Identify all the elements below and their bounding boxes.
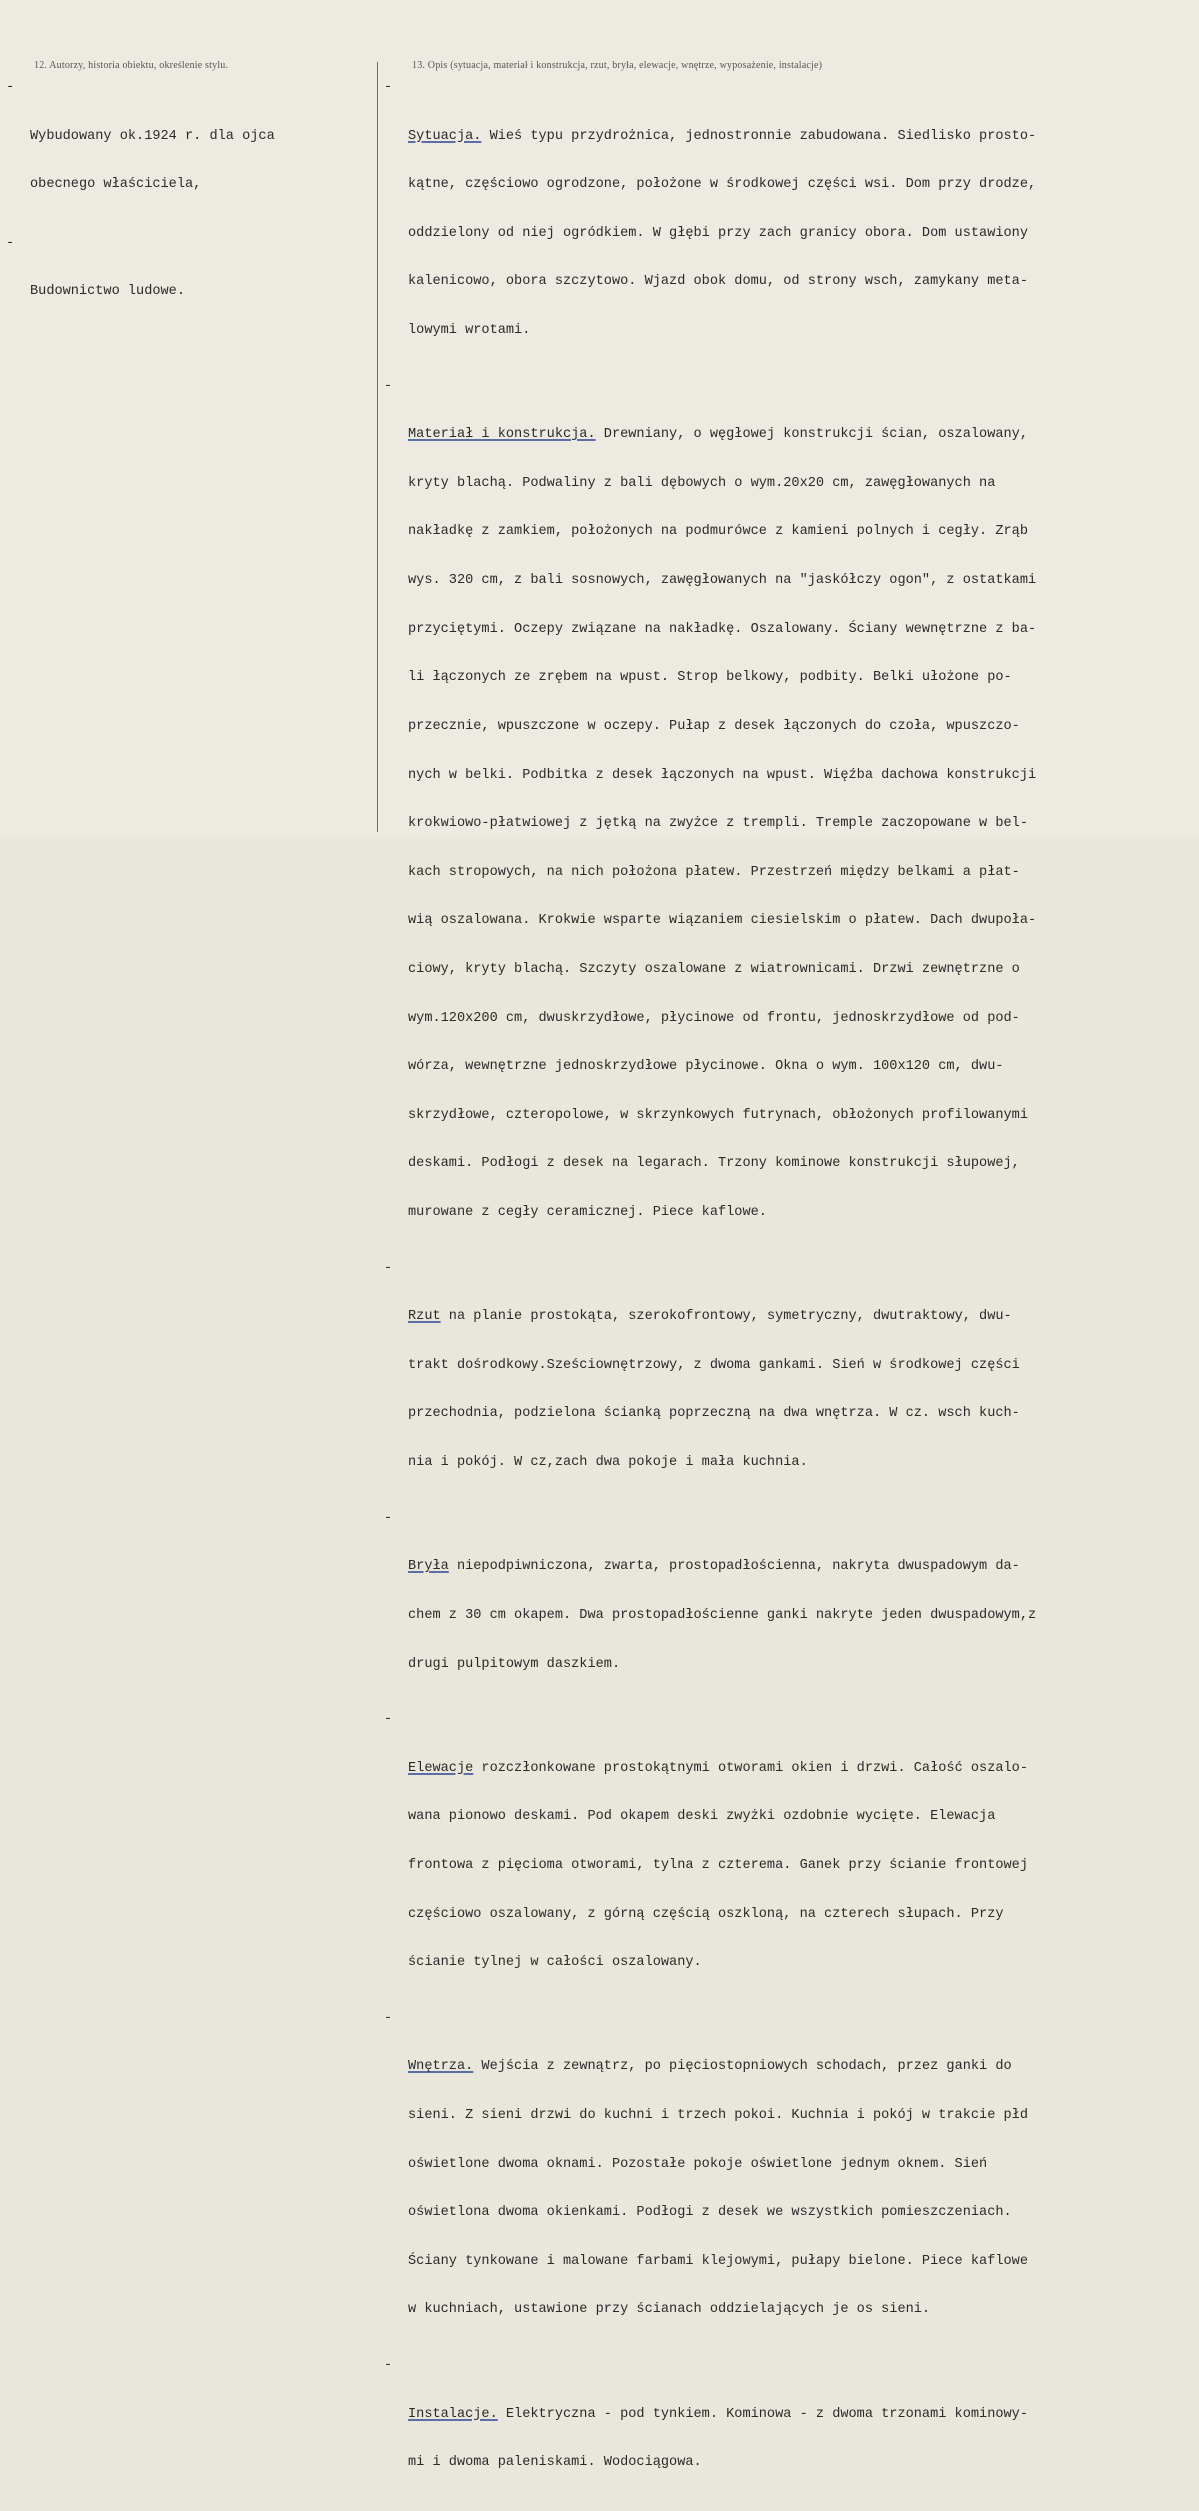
text-line: wią oszalowana. Krokwie wsparte wiązaniem ciesielskim o płatew. Dach dwupoła- [408, 913, 1037, 929]
text-line: nych w belki. Podbitka z desek łączonych na wpust. Więźba dachowa konstrukcji [408, 767, 1037, 783]
text-line: wana pionowo deskami. Pod okapem deski zwyżki ozdobnie wycięte. Elewacja [408, 1809, 996, 1825]
text-line: kątne, częściowo ogrodzone, położone w środkowej części wsi. Dom przy drodze, [408, 177, 1037, 193]
section-heading: Bryła [408, 1559, 449, 1575]
text-line: Ściany tynkowane i malowane farbami klejowymi, pułapy bielone. Piece kaflowe [408, 2253, 1028, 2269]
bullet-dash: - [384, 80, 393, 95]
description-column [384, 80, 1194, 2511]
text-line: chem z 30 cm okapem. Dwa prostopadłościenne ganki nakryte jeden dwuspadowym,z [408, 1607, 1037, 1623]
bullet-dash: - [384, 378, 393, 394]
left-column-header: 12. Autorzy, historia obiektu, określenie stylu. [34, 60, 229, 71]
list-item [6, 80, 366, 226]
section-heading: Elewacje [408, 1760, 474, 1776]
text-line: na planie prostokąta, szerokofrontowy, symetryczny, dwutraktowy, dwu- [440, 1309, 1012, 1325]
text-line: przecznie, wpuszczone w oczepy. Pułap z desek łączonych do czoła, wpuszczo- [408, 718, 1020, 734]
text-line: wys. 320 cm, z bali sosnowych, zawęgłowanych na "jaskółczy ogon", z ostatkami [408, 573, 1037, 589]
authors-history-column [6, 80, 366, 343]
text-line: trakt dośrodkowy.Sześciownętrzowy, z dwoma gankami. Sień w środkowej części [408, 1357, 1020, 1373]
text-line: niepodpiwniczona, zwarta, prostopadłościenna, nakryta dwuspadowym da- [448, 1559, 1020, 1575]
text-line: Wybudowany ok.1924 r. dla ojca [30, 128, 275, 144]
text-line: nia i pokój. W cz,zach dwa pokoje i mała kuchnia. [408, 1455, 808, 1471]
text-line: oddzielony od niej ogródkiem. W głębi przy zach granicy obora. Dom ustawiony [408, 225, 1028, 241]
text-line: przechodnia, podzielona ścianką poprzeczną na dwa wnętrza. W cz. wsch kuch- [408, 1406, 1020, 1422]
text-line: wym.120x200 cm, dwuskrzydłowe, płycinowe od frontu, jednoskrzydłowe od pod- [408, 1010, 1020, 1026]
list-item [6, 236, 366, 333]
text-line: Wejścia z zewnątrz, po pięciostopniowych schodach, przez ganki do [473, 2059, 1012, 2075]
bullet-dash: - [384, 1260, 393, 1276]
section-heading: Wnętrza. [408, 2059, 474, 2075]
text-line: drugi pulpitowym daszkiem. [408, 1656, 621, 1672]
text-line: frontowa z pięcioma otworami, tylna z czterema. Ganek przy ścianie frontowej [408, 1857, 1028, 1873]
text-line: lowymi wrotami. [408, 323, 531, 339]
text-line: kryty blachą. Podwaliny z bali dębowych o wym.20x20 cm, zawęgłowanych na [408, 475, 996, 491]
right-column-header: 13. Opis (sytuacja, materiał i konstrukcja, rzut, bryła, elewacje, wnętrze, wyposażenie, instalacje) [412, 60, 823, 71]
text-line: ciowy, kryty blachą. Szczyty oszalowane z wiatrownicami. Drzwi zewnętrzne o [408, 961, 1020, 977]
section-heading: Rzut [408, 1309, 441, 1325]
text-line: oświetlone dwoma oknami. Pozostałe pokoje oświetlone jednym oknem. Sień [408, 2156, 988, 2172]
text-line: skrzydłowe, czteropolowe, w skrzynkowych futrynach, obłożonych profilowanymi [408, 1107, 1028, 1123]
section-material-construction [384, 379, 1194, 1254]
section-heading: Materiał i konstrukcja. [408, 427, 596, 443]
bullet-dash: - [384, 2358, 393, 2374]
bullet-dash: - [6, 80, 15, 95]
bullet-dash: - [384, 1510, 393, 1526]
text-line: sieni. Z sieni drzwi do kuchni i trzech pokoi. Kuchnia i pokój w trakcie płd [408, 2107, 1028, 2123]
text-line: ścianie tylnej w całości oszalowany. [408, 1955, 702, 1971]
text-line: przyciętymi. Oczepy związane na nakładkę. Oszalowany. Ściany wewnętrzne z ba- [408, 621, 1037, 637]
text-line: krokwiowo-płatwiowej z jętką na zwyżce z trempli. Tremple zaczopowane w bel- [408, 816, 1028, 832]
section-elevations [384, 1712, 1194, 2004]
section-massing [384, 1511, 1194, 1705]
text-line: kalenicowo, obora szczytowo. Wjazd obok domu, od strony wsch, zamykany meta- [408, 274, 1028, 290]
section-installations [384, 2358, 1194, 2504]
bullet-dash: - [384, 1712, 393, 1728]
bullet-dash: - [384, 2010, 393, 2026]
section-situation [384, 80, 1194, 372]
text-line: Budownictwo ludowe. [30, 284, 185, 300]
section-heading: Instalacje. [408, 2406, 498, 2422]
text-line: kach stropowych, na nich położona płatew. Przestrzeń między belkami a płat- [408, 864, 1020, 880]
column-divider [377, 62, 378, 832]
section-heading: Sytuacja. [408, 128, 482, 144]
text-line: nakładkę z zamkiem, położonych na podmurówce z kamieni polnych i cegły. Zrąb [408, 524, 1028, 540]
bullet-dash: - [6, 235, 15, 251]
text-line: mi i dwoma paleniskami. Wodociągowa. [408, 2455, 702, 2471]
text-line: częściowo oszalowany, z górną częścią oszkloną, na czterech słupach. Przy [408, 1906, 1004, 1922]
text-line: obecnego właściciela, [30, 177, 202, 193]
text-line: wórza, wewnętrzne jednoskrzydłowe płycinowe. Okna o wym. 100x120 cm, dwu- [408, 1059, 1004, 1075]
text-line: murowane z cegły ceramicznej. Piece kaflowe. [408, 1205, 767, 1221]
section-interiors [384, 2011, 1194, 2351]
text-line: deskami. Podłogi z desek na legarach. Trzony kominowe konstrukcji słupowej, [408, 1156, 1020, 1172]
section-plan [384, 1261, 1194, 1504]
text-line: Drewniany, o węgłowej konstrukcji ścian, oszalowany, [595, 427, 1028, 443]
text-line: Elektryczna - pod tynkiem. Kominowa - z dwoma trzonami kominowy- [497, 2406, 1028, 2422]
text-line: w kuchniach, ustawione przy ścianach oddzielających je os sieni. [408, 2302, 931, 2318]
text-line: oświetlona dwoma okienkami. Podłogi z desek we wszystkich pomieszczeniach. [408, 2205, 1012, 2221]
text-line: rozczłonkowane prostokątnymi otworami okien i drzwi. Całość oszalo- [473, 1760, 1028, 1776]
text-line: li łączonych ze zrębem na wpust. Strop belkowy, podbity. Belki ułożone po- [408, 670, 1012, 686]
text-line: Wieś typu przydrożnica, jednostronnie zabudowana. Siedlisko prosto- [481, 128, 1037, 144]
